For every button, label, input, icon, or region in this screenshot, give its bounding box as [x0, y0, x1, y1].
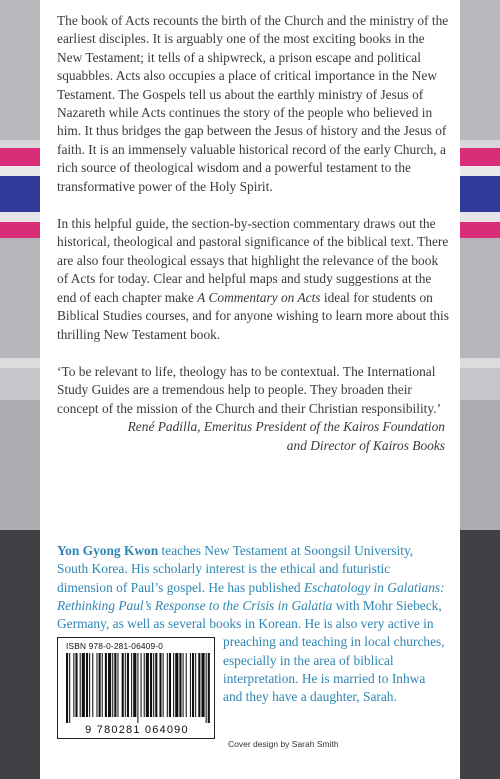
- barcode-bar: [96, 653, 97, 717]
- barcode-bar: [159, 653, 161, 717]
- barcode-bar: [131, 653, 132, 717]
- attribution-line-1: René Padilla, Emeritus President of the Kairos Foundation: [127, 419, 445, 435]
- barcode-bar: [201, 653, 204, 717]
- barcode-bar: [127, 653, 129, 717]
- barcode-bar: [133, 653, 136, 717]
- blurb: [57, 12, 451, 455]
- barcode-bar: [117, 653, 118, 717]
- book-title: A Commentary on Acts: [197, 289, 321, 305]
- barcode-bar: [179, 653, 181, 717]
- isbn-label: ISBN 978-0-281-06409-0: [66, 641, 164, 651]
- back-cover-panel: [40, 0, 460, 779]
- barcode-digits: 9 780281 064090: [85, 724, 189, 736]
- barcode-bar: [183, 653, 184, 717]
- barcode-bar: [82, 653, 85, 717]
- barcode-bar: [75, 653, 77, 717]
- barcode-bar: [206, 653, 207, 723]
- intro-paragraph: The book of Acts recounts the birth of the Church and the ministry of the earliest disciples. It is arguably one of the most exciting books in the New Testament; it tells of a shipwreck, a prison escape and political squabbles. Acts also occupies a place of critical importance in the New Testament. The Gospels tell us about the earthly ministry of Jesus of Nazareth while Acts continues the story of the people who believed in him. It thus bridges the gap between the Jesus of history and the Jesus of faith. It is an immensely valuable historical record of the early Church, a rich source of theological wisdom and a powerful testament to the transformative power of the Holy Spirit.: [57, 13, 449, 194]
- endorsement-quote: ‘To be relevant to life, theology has to be contextual. The International Study Guides are a tremendous help to people. They broaden their concept of the mission of the Church and their Christian responsibility.’: [57, 363, 442, 416]
- barcode-bar: [195, 653, 196, 717]
- guide-text-end: ideal for students on Biblical Studies courses, and for anyone wishing to learn more about this thrilling New Testament book.: [57, 289, 449, 342]
- barcode-bar: [89, 653, 90, 717]
- barcode-bar: [102, 653, 103, 717]
- barcode-bar: [108, 653, 111, 717]
- barcode-bar: [137, 653, 138, 723]
- barcode-bar: [190, 653, 191, 717]
- barcode-bar: [198, 653, 200, 717]
- attribution-line-2: and Director of Kairos Books: [286, 437, 445, 453]
- barcode-bar: [192, 653, 194, 717]
- barcode-bar: [99, 653, 101, 717]
- barcode-bar: [80, 653, 81, 717]
- barcode-bars: [62, 653, 212, 723]
- guide-text-start: In this helpful guide, the section-by-section commentary draws out the historical, theological and pastoral significance of the biblical text. There are also four theological essays that highlight the relevance of the book of Acts for today. Clear and helpful maps and study suggestions at the end of each chapter make: [57, 216, 449, 305]
- barcode-bar: [173, 653, 174, 717]
- barcode-bar: [150, 653, 152, 717]
- barcode-bar: [114, 653, 116, 717]
- barcode-bar: [86, 653, 88, 717]
- barcode-bar: [144, 653, 145, 717]
- barcode-bar: [175, 653, 178, 717]
- author-bio-text-start: teaches New Testament at Soongsil University, South Korea. His scholarly interest is the ethical and futuristic dimension of Paul’s gospel. He has published: [57, 543, 414, 595]
- barcode-bar: [167, 653, 168, 717]
- author-book-title: Eschatology in Galatians: Rethinking Paul’s Response to the Crisis in Galatia: [57, 579, 445, 613]
- barcode-bar: [73, 653, 74, 717]
- barcode-bar: [186, 653, 187, 717]
- barcode-bar: [163, 653, 164, 717]
- cover-credit: Cover design by Sarah Smith: [228, 739, 339, 749]
- barcode-bar: [69, 653, 70, 723]
- barcode-bar: [169, 653, 171, 717]
- barcode-bar: [146, 653, 149, 717]
- barcode-bar: [92, 653, 93, 717]
- barcode-bar: [105, 653, 107, 717]
- barcode-bar: [66, 653, 68, 723]
- barcode-bar: [153, 653, 154, 717]
- barcode-bar: [141, 653, 142, 717]
- author-bio-text-end: with Mohr Siebeck, Germany, as well as several books in Korean. He is also very active in preaching and teaching in local churches, especially in the area of biblical interpretation. He is married to Inhwa and they have a daughter, Sarah.: [57, 597, 445, 705]
- guide-paragraph: [57, 215, 451, 344]
- barcode: [57, 637, 215, 739]
- barcode-bar: [208, 653, 210, 723]
- barcode-bar: [112, 653, 113, 717]
- barcode-bar: [122, 653, 124, 717]
- endorsement-attribution: [57, 418, 451, 455]
- barcode-bar: [155, 653, 157, 717]
- author-name: Yon Gyong Kwon: [57, 543, 159, 558]
- barcode-bar: [125, 653, 126, 717]
